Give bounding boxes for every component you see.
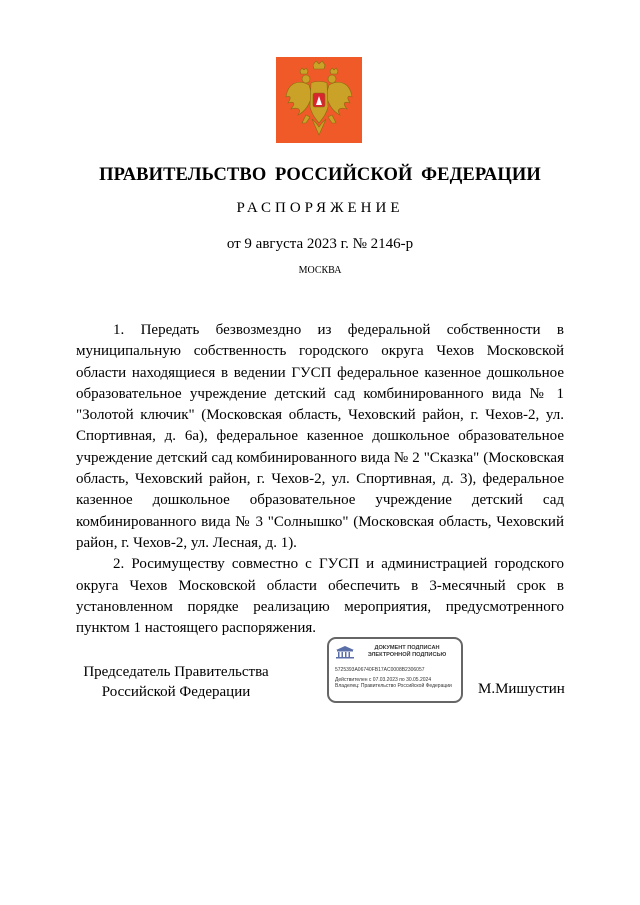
coat-of-arms-emblem	[276, 57, 362, 143]
document-body	[76, 320, 564, 639]
coat-of-arms-icon	[276, 57, 362, 143]
document-type: РАСПОРЯЖЕНИЕ	[236, 200, 404, 216]
signatory-position-line1: Председатель Правительства	[83, 664, 269, 680]
city-label: МОСКВА	[298, 265, 342, 276]
government-title: ПРАВИТЕЛЬСТВО РОССИЙСКОЙ ФЕДЕРАЦИИ	[99, 165, 541, 185]
signatory-position	[76, 662, 276, 702]
paragraph-2: 2. Росимуществу совместно с ГУСП и администрацией городского округа Чехов Московской области обеспечить в 3-месячный срок в установленном порядке реализацию мероприятия, предусмотренного пунктом 1 настоящего распоряжения.	[76, 556, 564, 637]
signatory-name: М.Мишустин	[478, 681, 565, 697]
stamp-validity: Действителен с 07.03.2023 по 30.05.2024	[335, 677, 432, 683]
paragraph-1: 1. Передать безвозмездно из федеральной собственности в муниципальную собственность городского округа Чехов Московской области находящиеся в ведении ГУСП федеральное казенное дошкольное образовательное учреждение детский сад комбинированного вида № 1 "Золотой ключик" (Московская область, Чеховский район, г. Чехов-2, ул. Спортивная, д. 6а), федеральное казенное дошкольное образовательное учреждение детский сад комбинированного вида № 2 "Сказка" (Московская область, Чеховский район, г. Чехов-2, ул. Спортивная, д. 3), федеральное казенное дошкольное образовательное учреждение детский сад комбинированного вида № 3 "Солнышко" (Московская область, Чеховский район, г. Чехов-2, ул. Лесная, д. 1).	[76, 322, 564, 551]
document-date-number: от 9 августа 2023 г. № 2146-р	[226, 236, 414, 252]
stamp-owner: Владелец: Правительство Российской Федерации	[335, 683, 452, 689]
government-building-icon	[335, 645, 355, 659]
electronic-signature-stamp	[327, 637, 463, 703]
stamp-title-line1: ДОКУМЕНТ ПОДПИСАН	[374, 645, 440, 651]
signatory-position-line2: Российской Федерации	[101, 684, 251, 700]
stamp-title	[357, 645, 457, 659]
stamp-certificate: 5725393A06740FB17AC0008B2306057	[335, 667, 425, 673]
stamp-title-line2: ЭЛЕКТРОННОЙ ПОДПИСЬЮ	[367, 652, 447, 658]
